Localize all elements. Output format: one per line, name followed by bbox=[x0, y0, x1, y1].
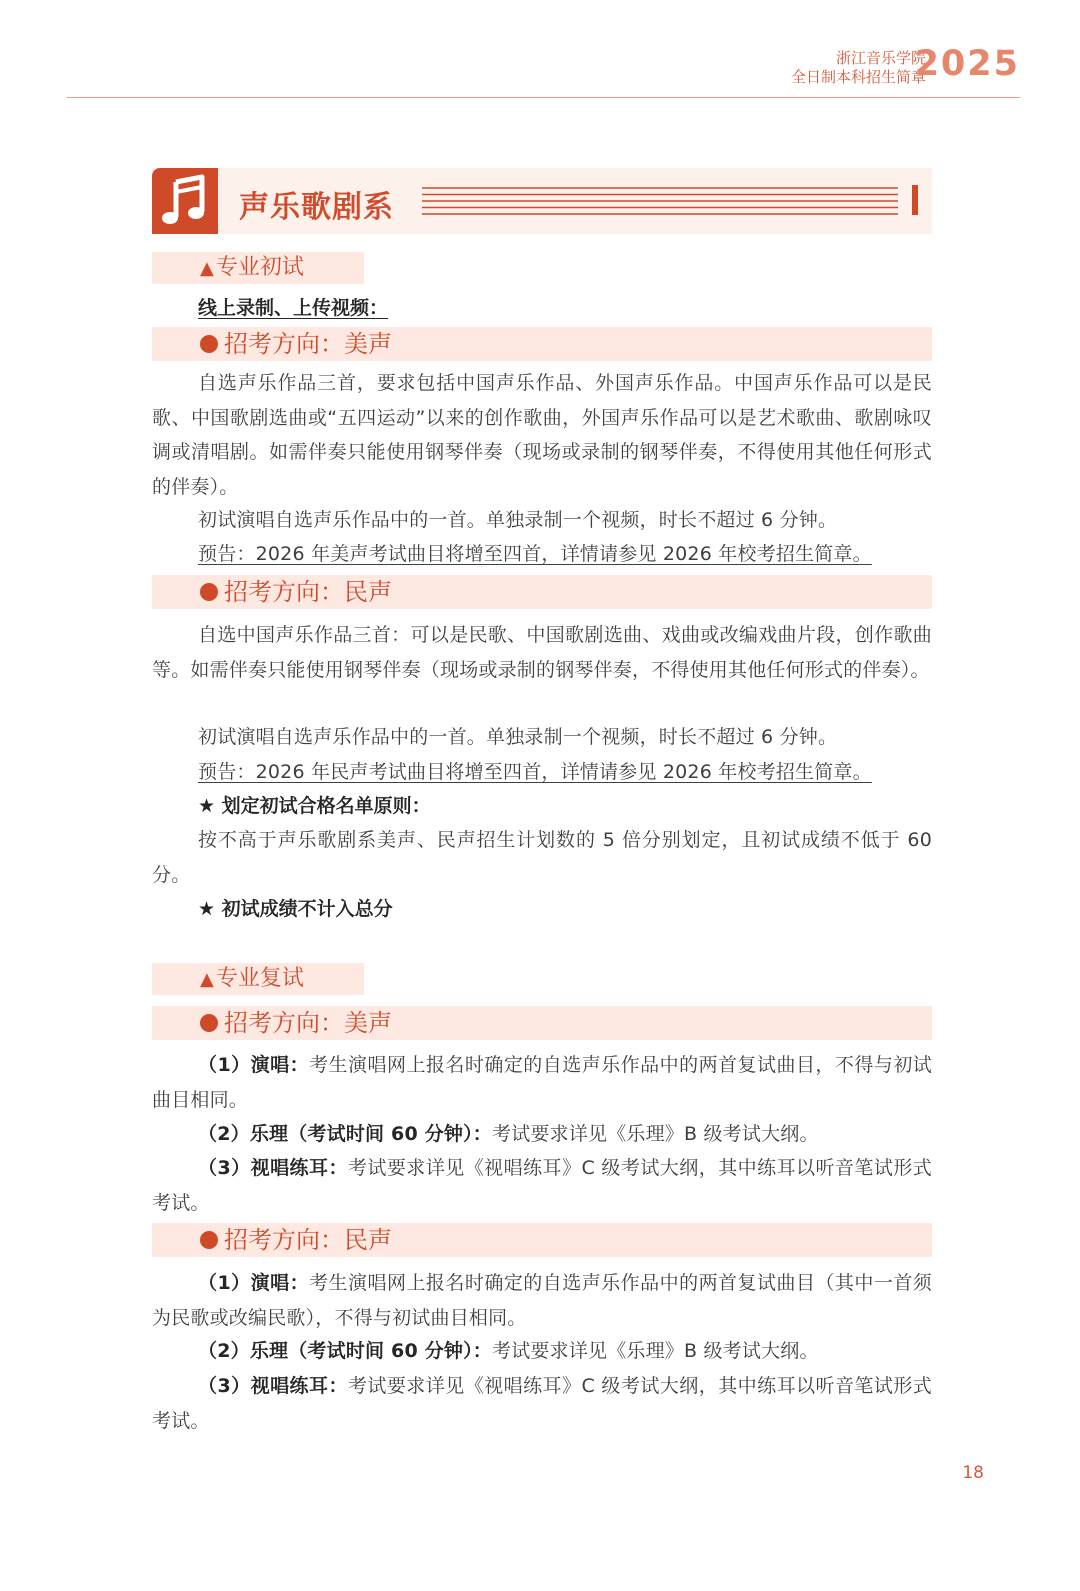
second-bel-canto-item-singing: （1）演唱：考生演唱网上报名时确定的自选声乐作品中的两首复试曲目，不得与初试曲目相同。 bbox=[152, 1054, 933, 1111]
header-divider bbox=[67, 97, 1020, 98]
brochure-title: 全日制本科招生简章 bbox=[790, 68, 926, 86]
bullet-dot-icon bbox=[200, 583, 218, 601]
second-folk-item-solfege: （3）视唱练耳：考试要求详见《视唱练耳》C 级考试大纲，其中练耳以听音笔试形式考试。 bbox=[152, 1375, 932, 1432]
header-year: 2025 bbox=[914, 44, 1020, 84]
triangle-icon: ▲ bbox=[200, 969, 214, 990]
score-note: ★ 初试成绩不计入总分 bbox=[198, 898, 393, 920]
second-bel-canto-heading: 招考方向：美声 bbox=[152, 1006, 932, 1040]
section-banner bbox=[152, 168, 932, 234]
staff-lines-decoration bbox=[422, 186, 898, 216]
bullet-dot-icon bbox=[200, 335, 218, 353]
prelim-bel-canto-requirements: 自选声乐作品三首，要求包括中国声乐作品、外国声乐作品。中国声乐作品可以是民歌、中国歌剧选曲或“五四运动”以来的创作歌曲，外国声乐作品可以是艺术歌曲、歌剧咏叹调或清唱剧。如需伴奏只能使用钢琴伴奏（现场或录制的钢琴伴奏，不得使用其他任何形式的伴奏）。 bbox=[152, 372, 932, 498]
page-number: 18 bbox=[962, 1463, 984, 1483]
header-text bbox=[791, 49, 926, 87]
music-note-icon bbox=[152, 168, 218, 234]
section-title: 声乐歌剧系 bbox=[239, 190, 394, 225]
prelim-bel-canto-notice: 预告：2026 年美声考试曲目将增至四首，详情请参见 2026 年校考招生简章。 bbox=[198, 543, 872, 565]
banner-end-bar bbox=[912, 185, 918, 215]
running-header bbox=[0, 0, 1080, 100]
second-folk-item-theory: （2）乐理（考试时间 60 分钟）：考试要求详见《乐理》B 级考试大纲。 bbox=[198, 1340, 819, 1362]
second-folk-item-singing: （1）演唱：考生演唱网上报名时确定的自选声乐作品中的两首复试曲目（其中一首须为民歌或改编民歌），不得与初试曲目相同。 bbox=[152, 1272, 933, 1329]
school-name: 浙江音乐学院 bbox=[835, 49, 926, 67]
online-upload-note: 线上录制、上传视频： bbox=[198, 297, 389, 319]
prelim-folk-performance: 初试演唱自选声乐作品中的一首。单独录制一个视频，时长不超过 6 分钟。 bbox=[198, 726, 838, 748]
prelim-bel-canto-heading: 招考方向：美声 bbox=[152, 327, 932, 361]
bullet-dot-icon bbox=[200, 1014, 218, 1032]
prelim-folk-notice: 预告：2026 年民声考试曲目将增至四首，详情请参见 2026 年校考招生简章。 bbox=[198, 761, 872, 783]
second-bel-canto-item-theory: （2）乐理（考试时间 60 分钟）：考试要求详见《乐理》B 级考试大纲。 bbox=[198, 1123, 819, 1145]
second-bel-canto-item-solfege: （3）视唱练耳：考试要求详见《视唱练耳》C 级考试大纲，其中练耳以听音笔试形式考试。 bbox=[152, 1157, 932, 1214]
prelim-folk-heading: 招考方向：民声 bbox=[152, 575, 932, 609]
prelim-bel-canto-performance: 初试演唱自选声乐作品中的一首。单独录制一个视频，时长不超过 6 分钟。 bbox=[198, 509, 838, 531]
prelim-folk-requirements: 自选中国声乐作品三首：可以是民歌、中国歌剧选曲、戏曲或改编戏曲片段，创作歌曲等。如需伴奏只能使用钢琴伴奏（现场或录制的钢琴伴奏，不得使用其他任何形式的伴奏）。 bbox=[152, 624, 932, 681]
pass-list-rule-title: ★ 划定初试合格名单原则： bbox=[198, 795, 431, 817]
second-folk-heading: 招考方向：民声 bbox=[152, 1223, 932, 1257]
bullet-dot-icon bbox=[200, 1231, 218, 1249]
triangle-icon: ▲ bbox=[200, 258, 214, 279]
pass-list-rule-text: 按不高于声乐歌剧系美声、民声招生计划数的 5 倍分别划定，且初试成绩不低于 60 分。 bbox=[152, 829, 932, 886]
prelim-heading: ▲专业初试 bbox=[152, 252, 364, 284]
second-heading: ▲专业复试 bbox=[152, 963, 364, 995]
